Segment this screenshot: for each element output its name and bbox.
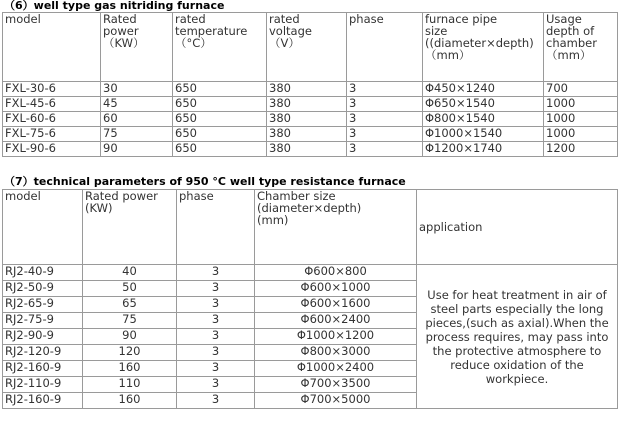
cell-power: 90 xyxy=(83,329,177,345)
cell-depth: 1000 xyxy=(544,112,618,127)
section-6-heading: （6）well type gas nitriding furnace xyxy=(4,0,225,12)
cell-model: FXL-90-6 xyxy=(3,142,101,157)
header-temperature-unit: （°C） xyxy=(175,36,212,50)
cell-model: FXL-75-6 xyxy=(3,127,101,142)
cell-model: RJ2-160-9 xyxy=(3,393,83,409)
nitriding-furnace-table xyxy=(2,12,618,157)
cell-model: RJ2-160-9 xyxy=(3,361,83,377)
cell-depth: 1000 xyxy=(544,127,618,142)
header-size-line: ((diameter×depth) xyxy=(425,36,534,50)
cell-phase: 3 xyxy=(347,112,423,127)
cell-power: 110 xyxy=(83,377,177,393)
cell-size: Φ1000×2400 xyxy=(255,361,417,377)
header-depth-unit: （mm） xyxy=(546,48,592,62)
cell-power: 30 xyxy=(101,82,173,97)
table-row xyxy=(3,82,618,97)
cell-power: 60 xyxy=(101,112,173,127)
table-row xyxy=(3,127,618,142)
header-power xyxy=(83,190,177,265)
cell-voltage: 380 xyxy=(267,112,347,127)
table-row xyxy=(3,112,618,127)
cell-size: Φ800×3000 xyxy=(255,345,417,361)
cell-phase: 3 xyxy=(177,393,255,409)
cell-size: Φ600×800 xyxy=(255,265,417,281)
cell-size: Φ1000×1200 xyxy=(255,329,417,345)
cell-temperature: 650 xyxy=(173,97,267,112)
application-text: Use for heat treatment in air of steel parts especially the long pieces,(such as axial).When the process requires, may pass into the protective atmosphere to reduce oxidation of the workpiece. xyxy=(417,265,618,409)
cell-size: Φ1000×1540 xyxy=(423,127,544,142)
table-row xyxy=(3,142,618,157)
cell-temperature: 650 xyxy=(173,112,267,127)
cell-power: 40 xyxy=(83,265,177,281)
cell-voltage: 380 xyxy=(267,127,347,142)
cell-phase: 3 xyxy=(177,281,255,297)
cell-phase: 3 xyxy=(177,297,255,313)
cell-temperature: 650 xyxy=(173,142,267,157)
cell-phase: 3 xyxy=(177,313,255,329)
cell-phase: 3 xyxy=(347,127,423,142)
cell-phase: 3 xyxy=(177,377,255,393)
header-power-line: power xyxy=(103,24,139,38)
cell-model: RJ2-50-9 xyxy=(3,281,83,297)
header-model: model xyxy=(3,13,101,82)
header-model: model xyxy=(3,190,83,265)
header-temperature-line: rated xyxy=(175,12,206,26)
header-voltage-line: voltage xyxy=(269,24,312,38)
cell-model: RJ2-110-9 xyxy=(3,377,83,393)
cell-power: 45 xyxy=(101,97,173,112)
cell-power: 65 xyxy=(83,297,177,313)
cell-size: Φ700×5000 xyxy=(255,393,417,409)
table-header-row xyxy=(3,13,618,82)
cell-phase: 3 xyxy=(177,265,255,281)
cell-model: FXL-30-6 xyxy=(3,82,101,97)
header-voltage xyxy=(267,13,347,82)
cell-temperature: 650 xyxy=(173,82,267,97)
header-phase: phase xyxy=(177,190,255,265)
header-size xyxy=(423,13,544,82)
cell-power: 160 xyxy=(83,361,177,377)
header-power-unit: （KW） xyxy=(103,36,145,50)
cell-phase: 3 xyxy=(177,329,255,345)
cell-phase: 3 xyxy=(347,82,423,97)
cell-phase: 3 xyxy=(177,345,255,361)
cell-size: Φ600×2400 xyxy=(255,313,417,329)
header-application: application xyxy=(417,190,618,265)
cell-power: 120 xyxy=(83,345,177,361)
cell-phase: 3 xyxy=(347,97,423,112)
cell-model: RJ2-75-9 xyxy=(3,313,83,329)
cell-power: 160 xyxy=(83,393,177,409)
cell-size: Φ600×1600 xyxy=(255,297,417,313)
cell-voltage: 380 xyxy=(267,142,347,157)
header-power-unit: (KW) xyxy=(85,201,113,215)
header-size xyxy=(255,190,417,265)
cell-power: 75 xyxy=(101,127,173,142)
cell-size: Φ650×1540 xyxy=(423,97,544,112)
cell-size: Φ450×1240 xyxy=(423,82,544,97)
cell-model: RJ2-120-9 xyxy=(3,345,83,361)
cell-temperature: 650 xyxy=(173,127,267,142)
header-depth xyxy=(544,13,618,82)
table-row xyxy=(3,97,618,112)
header-voltage-line: rated xyxy=(269,12,300,26)
cell-model: RJ2-90-9 xyxy=(3,329,83,345)
table-header-row xyxy=(3,190,618,265)
cell-depth: 1000 xyxy=(544,97,618,112)
cell-model: RJ2-40-9 xyxy=(3,265,83,281)
header-depth-line: depth of xyxy=(546,24,595,38)
table-row xyxy=(3,265,618,281)
cell-power: 50 xyxy=(83,281,177,297)
cell-model: FXL-60-6 xyxy=(3,112,101,127)
cell-voltage: 380 xyxy=(267,82,347,97)
header-size-line: furnace pipe xyxy=(425,12,498,26)
header-power xyxy=(101,13,173,82)
header-phase: phase xyxy=(347,13,423,82)
header-power-line: Rated xyxy=(103,12,137,26)
section-7-heading: （7）technical parameters of 950 °C well type resistance furnace xyxy=(4,175,406,188)
header-size-line: size xyxy=(425,24,448,38)
header-temperature xyxy=(173,13,267,82)
header-temperature-line: temperature xyxy=(175,24,248,38)
header-size-line: Chamber size xyxy=(257,189,336,203)
header-size-unit: (mm) xyxy=(257,213,289,227)
cell-model: RJ2-65-9 xyxy=(3,297,83,313)
cell-phase: 3 xyxy=(177,361,255,377)
cell-depth: 700 xyxy=(544,82,618,97)
cell-voltage: 380 xyxy=(267,97,347,112)
cell-size: Φ600×1000 xyxy=(255,281,417,297)
cell-power: 90 xyxy=(101,142,173,157)
cell-size: Φ1200×1740 xyxy=(423,142,544,157)
cell-power: 75 xyxy=(83,313,177,329)
header-size-line: (diameter×depth) xyxy=(257,201,362,215)
cell-model: FXL-45-6 xyxy=(3,97,101,112)
cell-phase: 3 xyxy=(347,142,423,157)
header-depth-line: Usage xyxy=(546,12,582,26)
cell-depth: 1200 xyxy=(544,142,618,157)
header-depth-line: chamber xyxy=(546,36,597,50)
cell-size: Φ800×1540 xyxy=(423,112,544,127)
resistance-furnace-table xyxy=(2,189,618,409)
header-voltage-unit: （V） xyxy=(269,36,300,50)
header-power-line: Rated power xyxy=(85,189,158,203)
cell-size: Φ700×3500 xyxy=(255,377,417,393)
header-size-unit: （mm） xyxy=(425,48,471,62)
